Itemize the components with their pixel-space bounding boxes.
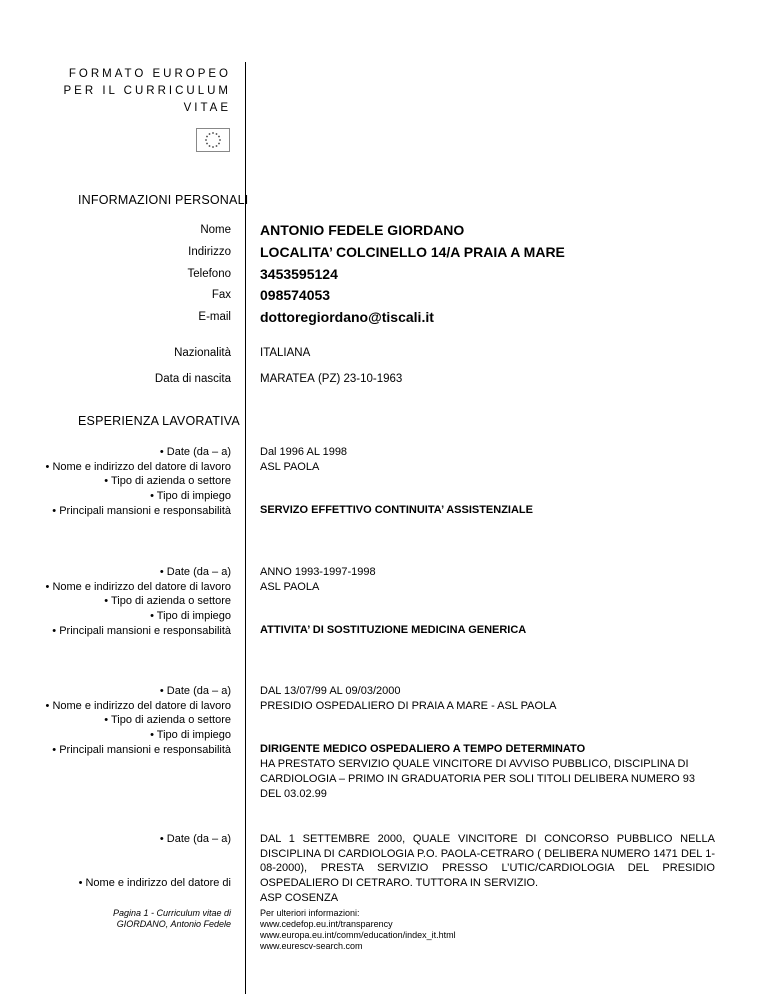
dates-label: • Date (da – a) bbox=[159, 566, 231, 578]
entry-2-values bbox=[260, 565, 715, 638]
phone-value: 3453595124 bbox=[260, 266, 338, 282]
birth-label: Data di nascita bbox=[154, 373, 231, 385]
phone-label: Telefono bbox=[187, 268, 231, 280]
footer-link-europa[interactable]: www.europa.eu.int/comm/education/index_it.html bbox=[260, 930, 456, 940]
employer-label: • Nome e indirizzo del datore di lavoro bbox=[45, 460, 231, 473]
entry-1-values bbox=[260, 445, 715, 518]
dates-label: • Date (da – a) bbox=[159, 685, 231, 697]
job-label: • Tipo di impiego bbox=[150, 729, 231, 742]
duties-label: • Principali mansioni e responsabilità bbox=[52, 504, 231, 517]
sector-label: • Tipo di azienda o settore bbox=[104, 714, 231, 727]
sector-label: • Tipo di azienda o settore bbox=[104, 595, 231, 608]
entry-2-job: ATTIVITA’ DI SOSTITUZIONE MEDICINA GENERICA bbox=[260, 624, 527, 637]
eu-flag-logo bbox=[196, 128, 230, 152]
entry-3-dates: DAL 13/07/99 AL 09/03/2000 bbox=[260, 685, 401, 697]
duties-label: • Principali mansioni e responsabilità bbox=[52, 624, 231, 637]
page-footer-right bbox=[260, 908, 456, 952]
entry-3-duties: HA PRESTATO SERVIZIO QUALE VINCITORE DI AVVISO PUBBLICO, DISCIPLINA DI CARDIOLOGIA – PRIMO IN GRADUATORIA PER SOLI TITOLI DELIBERA NUMERO 93 DEL 03.02.99 bbox=[260, 758, 696, 800]
footer-link-cedefop[interactable]: www.cedefop.eu.int/transparency bbox=[260, 919, 393, 929]
title-line-1: FORMATO EUROPEO bbox=[68, 68, 231, 80]
job-label: • Tipo di impiego bbox=[150, 490, 231, 503]
entry-2-dates: ANNO 1993-1997-1998 bbox=[260, 566, 376, 578]
entry-1-employer: ASL PAOLA bbox=[260, 460, 320, 473]
name-label: Nome bbox=[200, 224, 231, 236]
nationality-value: ITALIANA bbox=[260, 347, 311, 359]
entry-1-dates: Dal 1996 AL 1998 bbox=[260, 446, 348, 458]
entry-3-labels bbox=[31, 684, 231, 758]
job-label: • Tipo di impiego bbox=[150, 610, 231, 623]
entry-2-labels bbox=[31, 565, 231, 639]
cv-owner-text: GIORDANO, Antonio Fedele bbox=[116, 919, 231, 929]
entry-4-employer: ASP COSENZA bbox=[260, 891, 339, 904]
fax-value: 098574053 bbox=[260, 287, 331, 303]
page-footer-left bbox=[113, 908, 231, 930]
address-label: Indirizzo bbox=[188, 246, 231, 258]
entry-2-employer: ASL PAOLA bbox=[260, 580, 320, 593]
entry-4-dates: DAL 1 SETTEMBRE 2000, QUALE VINCITORE DI CONCORSO PUBBLICO NELLA DISCIPLINA DI CARDIOLOGIA P.O. PAOLA-CETRARO ( DELIBERA NUMERO 1471 DEL 1-08-2000), PRESTA SERVIZIO PRESSO L’UTIC/CARDIOLOGIA DEL PRESIDIO OSPEDALIERO DI CETRARO. TUTTORA IN SERVIZIO. bbox=[260, 833, 715, 890]
experience-heading: ESPERIENZA LAVORATIVA bbox=[78, 414, 240, 428]
personal-info-heading: INFORMAZIONI PERSONALI bbox=[78, 193, 249, 207]
entry-3-job: DIRIGENTE MEDICO OSPEDALIERO A TEMPO DETERMINATO bbox=[260, 743, 586, 756]
birth-date: (PZ) 23-10-1963 bbox=[314, 373, 403, 385]
entry-1-job: SERVIZO EFFETTIVO CONTINUITA’ ASSISTENZIALE bbox=[260, 504, 533, 517]
entry-1-labels bbox=[31, 445, 231, 519]
sector-label: • Tipo di azienda o settore bbox=[104, 475, 231, 488]
birth-place: MARATEA bbox=[260, 373, 315, 385]
entry-4-employer-label: • Nome e indirizzo del datore di bbox=[78, 877, 231, 889]
footer-info-label: Per ulteriori informazioni: bbox=[260, 908, 360, 918]
dates-label: • Date (da – a) bbox=[159, 446, 231, 458]
employer-label: • Nome e indirizzo del datore di lavoro bbox=[45, 580, 231, 593]
cv-title bbox=[63, 66, 231, 117]
title-line-2: PER IL CURRICULUM bbox=[63, 85, 231, 97]
title-line-3: VITAE bbox=[183, 102, 231, 114]
name-value: ANTONIO FEDELE GIORDANO bbox=[260, 222, 465, 238]
email-label: E-mail bbox=[198, 311, 231, 323]
address-value: LOCALITA’ COLCINELLO 14/A PRAIA A MARE bbox=[260, 244, 565, 260]
fax-label: Fax bbox=[211, 289, 231, 301]
employer-label: • Nome e indirizzo del datore di lavoro bbox=[45, 699, 231, 712]
nationality-label: Nazionalità bbox=[174, 347, 231, 359]
birth-value bbox=[260, 373, 402, 385]
entry-4-dates-label: • Date (da – a) bbox=[159, 833, 231, 845]
duties-label: • Principali mansioni e responsabilità bbox=[52, 743, 231, 756]
email-value: dottoregiordano@tiscali.it bbox=[260, 309, 434, 325]
page-number-text: Pagina 1 - Curriculum vitae di bbox=[112, 908, 231, 918]
entry-3-employer: PRESIDIO OSPEDALIERO DI PRAIA A MARE - ASL PAOLA bbox=[260, 699, 557, 712]
footer-link-eurescv[interactable]: www.eurescv-search.com bbox=[260, 941, 363, 951]
entry-3-values bbox=[260, 684, 715, 801]
entry-4-values bbox=[260, 832, 715, 906]
